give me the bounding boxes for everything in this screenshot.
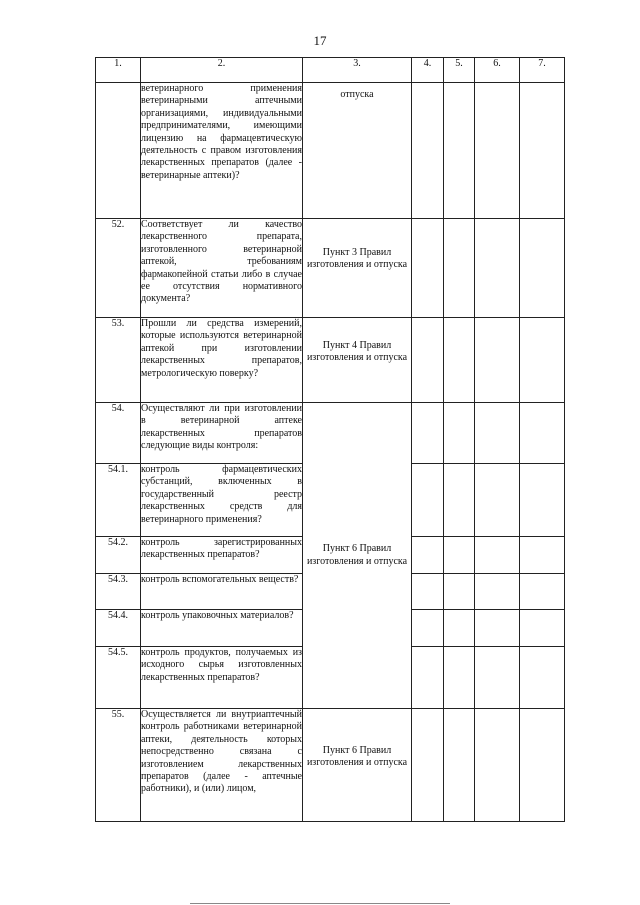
empty-cell [520, 574, 565, 610]
empty-cell [475, 537, 520, 574]
page-bottom-rule [190, 903, 450, 904]
empty-cell [444, 318, 475, 403]
row-question: контроль фармацевтических субстанций, включенных в государственный реестр лекарственных средств для ветеринарного применения? [141, 464, 303, 537]
row-question: контроль вспомогательных веществ? [141, 574, 303, 610]
row-question: Осуществляется ли внутриаптечный контроль работниками ветеринарной аптеки, деятельность которых непосредственно связана с изготовлением лекарственных препаратов (далее - аптечные работники), и (или) лицом, [141, 709, 303, 822]
table-header-row [96, 58, 565, 83]
row-question: Осуществляют ли при изготовлении в ветеринарной аптеке лекарственных препаратов следующие виды контроля: [141, 403, 303, 464]
empty-cell [475, 574, 520, 610]
header-cell: 6. [475, 58, 520, 83]
table-row [96, 318, 565, 403]
row-number [96, 83, 141, 219]
table-row [96, 403, 565, 464]
empty-cell [444, 83, 475, 219]
empty-cell [412, 83, 444, 219]
empty-cell [412, 403, 444, 464]
empty-cell [520, 219, 565, 318]
empty-cell [475, 709, 520, 822]
row-number: 54.5. [96, 647, 141, 709]
empty-cell [520, 403, 565, 464]
empty-cell [412, 464, 444, 537]
empty-cell [444, 219, 475, 318]
empty-cell [520, 709, 565, 822]
row-reference: отпуска [303, 83, 412, 219]
row-reference: Пункт 6 Правил изготовления и отпуска [303, 403, 412, 709]
empty-cell [444, 610, 475, 647]
empty-cell [475, 403, 520, 464]
header-cell: 2. [141, 58, 303, 83]
empty-cell [444, 647, 475, 709]
empty-cell [475, 83, 520, 219]
empty-cell [475, 610, 520, 647]
row-number: 55. [96, 709, 141, 822]
row-number: 54.4. [96, 610, 141, 647]
empty-cell [444, 537, 475, 574]
row-question: ветеринарного применения ветеринарными аптечными организациями, индивидуальными предпринимателями, имеющими лицензию на фармацевтическую деятельность с правом изготовления лекарственных препаратов (далее - ветеринарные аптеки)? [141, 83, 303, 219]
empty-cell [520, 610, 565, 647]
row-question: Соответствует ли качество лекарственного препарата, изготовленного ветеринарной аптекой, требованиям фармакопейной статьи либо в случае ее отсутствия нормативного документа? [141, 219, 303, 318]
row-number: 54.1. [96, 464, 141, 537]
row-reference: Пункт 3 Правил изготовления и отпуска [303, 219, 412, 318]
row-number: 54. [96, 403, 141, 464]
header-cell: 1. [96, 58, 141, 83]
table-row [96, 709, 565, 822]
empty-cell [412, 537, 444, 574]
empty-cell [475, 318, 520, 403]
empty-cell [412, 219, 444, 318]
page-number: 17 [313, 33, 327, 48]
header-cell: 5. [444, 58, 475, 83]
row-question: Прошли ли средства измерений, которые используются ветеринарной аптекой при изготовлении лекарственных препаратов, метрологическую поверку? [141, 318, 303, 403]
row-question: контроль упаковочных материалов? [141, 610, 303, 647]
table-row [96, 219, 565, 318]
empty-cell [475, 647, 520, 709]
row-number: 52. [96, 219, 141, 318]
row-question: контроль зарегистрированных лекарственных препаратов? [141, 537, 303, 574]
row-number: 54.2. [96, 537, 141, 574]
empty-cell [520, 83, 565, 219]
empty-cell [412, 647, 444, 709]
header-cell: 4. [412, 58, 444, 83]
empty-cell [412, 574, 444, 610]
checklist-table [95, 57, 565, 822]
empty-cell [444, 403, 475, 464]
row-reference: Пункт 4 Правил изготовления и отпуска [303, 318, 412, 403]
empty-cell [444, 574, 475, 610]
empty-cell [520, 647, 565, 709]
empty-cell [412, 318, 444, 403]
row-reference: Пункт 6 Правил изготовления и отпуска [303, 709, 412, 822]
empty-cell [444, 709, 475, 822]
row-number: 53. [96, 318, 141, 403]
table-row [96, 83, 565, 219]
empty-cell [412, 610, 444, 647]
row-question: контроль продуктов, получаемых из исходного сырья изготовленных лекарственных препаратов? [141, 647, 303, 709]
empty-cell [520, 318, 565, 403]
header-cell: 3. [303, 58, 412, 83]
row-number: 54.3. [96, 574, 141, 610]
empty-cell [475, 464, 520, 537]
empty-cell [520, 464, 565, 537]
empty-cell [520, 537, 565, 574]
empty-cell [444, 464, 475, 537]
empty-cell [475, 219, 520, 318]
header-cell: 7. [520, 58, 565, 83]
empty-cell [412, 709, 444, 822]
